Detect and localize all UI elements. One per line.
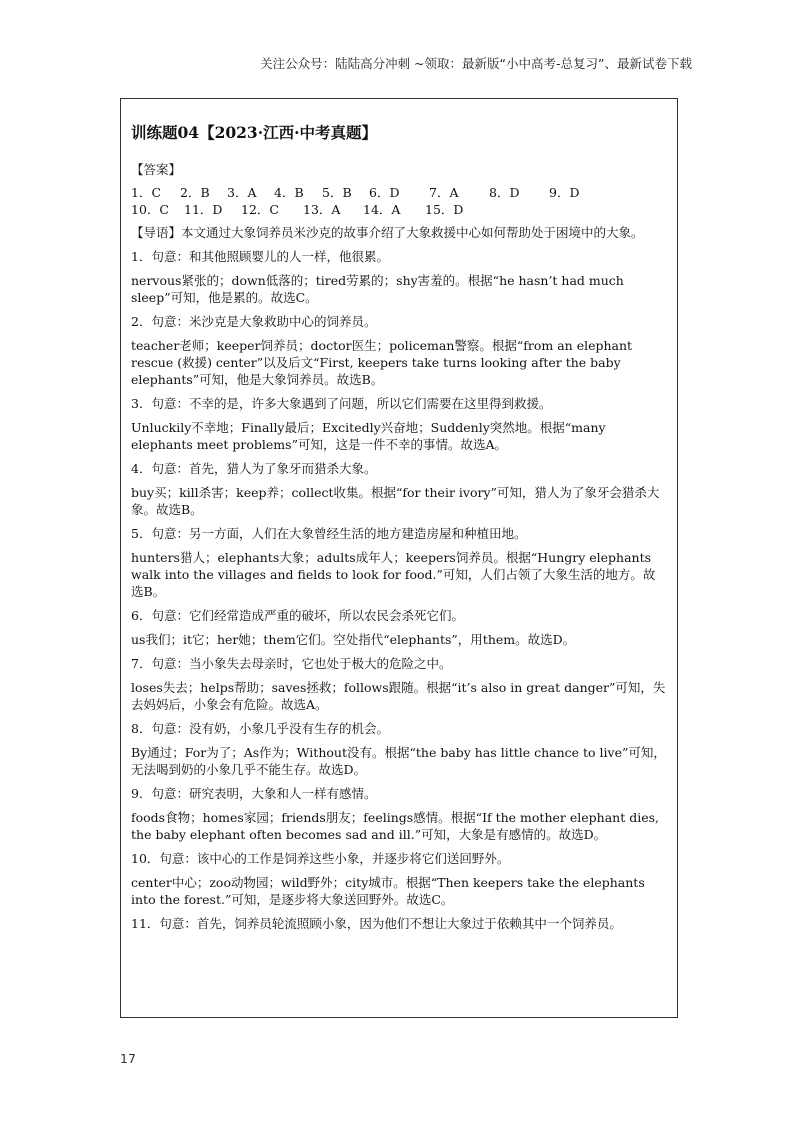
question-meaning: 9．句意：研究表明，大象和人一样有感情。 [131,786,377,801]
question-meaning: 2．句意：米沙克是大象救助中心的饲养员。 [131,314,377,329]
explanation-text: foods食物；homes家园；friends朋友；feelings感情。根据“If the mother elephant dies, the baby elephant often becomes sad and ill.”可知，大象是有感情的。故选D。 [131,810,659,842]
answer-row-2 [131,201,667,218]
answer-row-1 [131,184,667,201]
page-number: 17 [120,1051,136,1066]
guide-paragraph: 【导语】本文通过大象饲养员米沙克的故事介绍了大象救援中心如何帮助处于困境中的大象。 [131,225,644,240]
explanation-text: nervous紧张的；down低落的；tired劳累的；shy害羞的。根据“he hasn’t had much sleep”可知，他是累的。故选C。 [131,273,624,305]
explanation-text: Unluckily不幸地；Finally最后；Excitedly兴奋地；Suddenly突然地。根据“many elephants meet problems”可知，这是一件不幸的事情。故选A。 [131,420,606,452]
explanation-text: teacher老师；keeper饲养员；doctor医生；policeman警察。根据“from an elephant rescue (救援) center”以及后文“First, keepers take turns looking after the baby elephants”可知，他是大象饲养员。故选B。 [131,338,633,387]
question-meaning: 4．句意：首先，猎人为了象牙而猎杀大象。 [131,461,377,476]
answer-heading: 【答案】 [131,162,182,177]
explanation-text: center中心；zoo动物园；wild野外；city城市。根据“Then keepers take the elephants into the forest.”可知，是逐步将大象送回野外。故选C。 [131,875,645,907]
answer-item: 4．B [274,185,304,200]
explanation-text: By通过；For为了；As作为；Without没有。根据“the baby has little chance to live”可知，无法喝到奶的小象几乎不能生存。故选D。 [131,745,666,777]
answer-item: 5．B [322,185,352,200]
answer-item: 15．D [425,202,464,217]
question-meaning: 7．句意：当小象失去母亲时，它也处于极大的危险之中。 [131,656,452,671]
exercise-title: 训练题04【2023·江西·中考真题】 [131,123,378,142]
question-meaning: 10．句意：该中心的工作是饲养这些小象，并逐步将它们送回野外。 [131,851,510,866]
answer-item: 12．C [241,202,279,217]
answer-item: 1．C [131,185,162,200]
explanation-text: buy买；kill杀害；keep养；collect收集。根据“for their ivory”可知，猎人为了象牙会猎杀大象。故选B。 [131,485,660,517]
question-meaning: 1．句意：和其他照顾婴儿的人一样，他很累。 [131,249,389,264]
explanation-list [131,248,667,932]
explanation-text: hunters猎人；elephants大象；adults成年人；keepers饲养员。根据“Hungry elephants walk into the villages and fields to look for food.”可知，人们占领了大象生活的地方。故选B。 [131,550,656,599]
explanation-text: us我们；it它；her她；them它们。空处指代“elephants”，用them。故选D。 [131,632,576,647]
answer-item: 2．B [180,185,210,200]
question-meaning: 3．句意：不幸的是，许多大象遇到了问题，所以它们需要在这里得到救援。 [131,396,552,411]
answer-item: 14．A [363,202,401,217]
answer-item: 11．D [184,202,223,217]
explanation-text: loses失去；helps帮助；saves拯救；follows跟随。根据“it’s also in great danger”可知，失去妈妈后，小象会有危险。故选A。 [131,680,666,712]
answer-item: 3．A [227,185,257,200]
answer-item: 6．D [369,185,400,200]
answer-item: 10．C [131,202,169,217]
answer-key [131,184,667,218]
answer-box [120,98,678,1018]
answer-item: 8．D [489,185,520,200]
answer-item: 9．D [549,185,580,200]
answer-item: 7．A [429,185,459,200]
question-meaning: 11．句意：首先，饲养员轮流照顾小象，因为他们不想让大象过于依赖其中一个饲养员。 [131,916,622,931]
answer-item: 13．A [303,202,341,217]
question-meaning: 5．句意：另一方面，人们在大象曾经生活的地方建造房屋和种植田地。 [131,526,527,541]
question-meaning: 6．句意：它们经常造成严重的破坏，所以农民会杀死它们。 [131,608,464,623]
question-meaning: 8．句意：没有奶，小象几乎没有生存的机会。 [131,721,389,736]
page-header: 关注公众号：陆陆高分冲刺 ~领取：最新版“小中高考-总复习”、最新试卷下载 [260,56,692,71]
